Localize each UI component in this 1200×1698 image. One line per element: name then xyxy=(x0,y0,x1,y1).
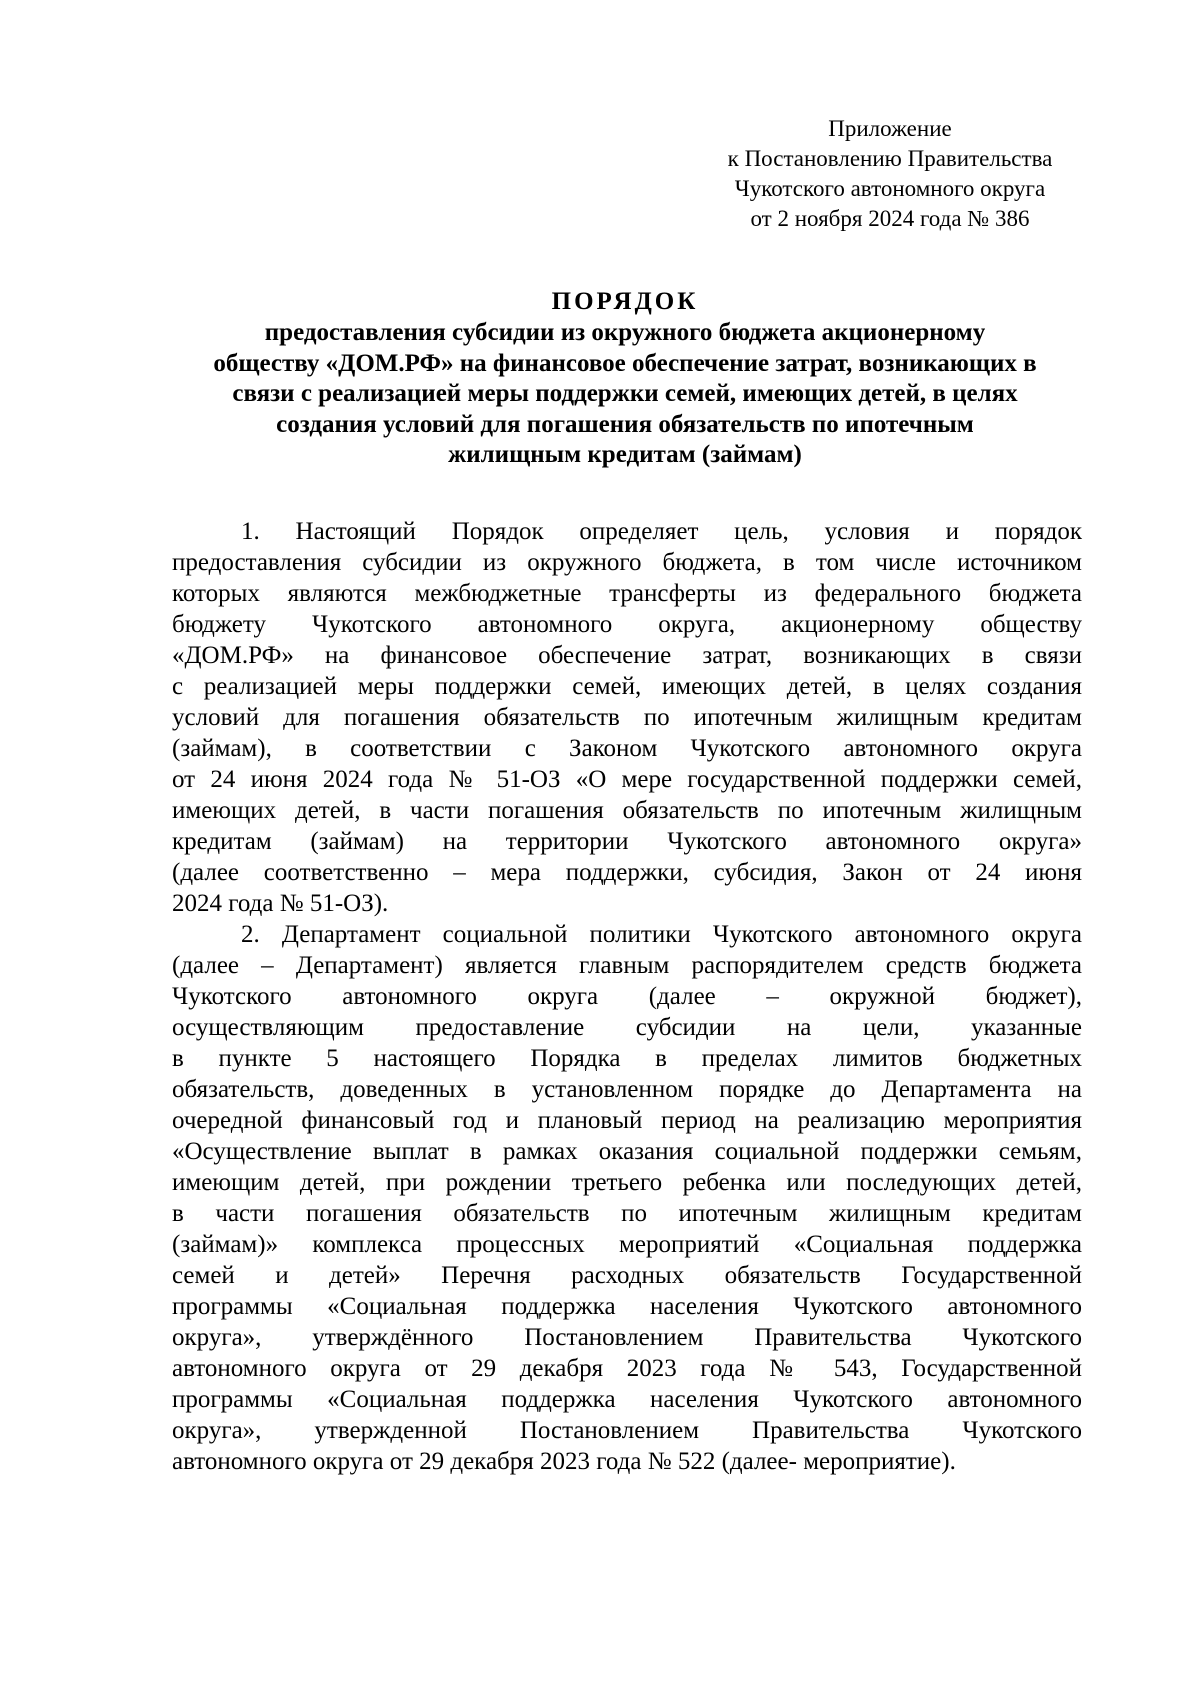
text-line: «Осуществление выплат в рамках оказания социальной поддержки семьям, xyxy=(172,1138,1082,1165)
text-line: автономного округа от 29 декабря 2023 года № 522 (далее- мероприятие). xyxy=(172,1448,956,1475)
text-line: 2024 года № 51-ОЗ). xyxy=(172,890,389,917)
text-line: семей и детей» Перечня расходных обязательств Государственной xyxy=(172,1262,1082,1289)
text-line: (займам)» комплекса процессных мероприятий «Социальная поддержка xyxy=(172,1231,1082,1258)
appendix-line: от 2 ноября 2024 года № 386 xyxy=(750,206,1030,231)
text-line: предоставления субсидии из окружного бюджета, в том числе источником xyxy=(172,549,1082,576)
text-line: очередной финансовый год и плановый период на реализацию мероприятия xyxy=(172,1107,1082,1134)
text-line: бюджету Чукотского автономного округа, акционерному обществу xyxy=(172,611,1082,638)
text-line: осуществляющим предоставление субсидии на цели, указанные xyxy=(172,1014,1082,1041)
paragraph-2 xyxy=(172,919,1082,1477)
text-line: автономного округа от 29 декабря 2023 года № 543, Государственной xyxy=(172,1355,1082,1382)
document-title-block xyxy=(170,286,1080,471)
text-line: условий для погашения обязательств по ипотечным жилищным кредитам xyxy=(172,704,1082,731)
paragraph-1 xyxy=(172,516,1082,919)
text-line: которых являются межбюджетные трансферты из федерального бюджета xyxy=(172,580,1082,607)
text-line: от 24 июня 2024 года № 51-ОЗ «О мере государственной поддержки семей, xyxy=(172,766,1082,793)
text-line: программы «Социальная поддержка населения Чукотского автономного xyxy=(172,1386,1082,1413)
text-line: программы «Социальная поддержка населения Чукотского автономного xyxy=(172,1293,1082,1320)
appendix-line: Чукотского автономного округа xyxy=(734,176,1046,201)
document-subtitle-line: связи с реализацией меры поддержки семей, имеющих детей, в целях xyxy=(232,380,1018,407)
text-line: Чукотского автономного округа (далее – окружной бюджет), xyxy=(172,983,1082,1010)
text-line: округа», утверждённого Постановлением Правительства Чукотского xyxy=(172,1324,1082,1351)
document-subtitle-line: создания условий для погашения обязательств по ипотечным xyxy=(276,410,974,438)
text-line: имеющим детей, при рождении третьего ребенка или последующих детей, xyxy=(172,1169,1082,1196)
text-line: в пункте 5 настоящего Порядка в пределах лимитов бюджетных xyxy=(172,1045,1082,1072)
document-subtitle-line: предоставления субсидии из окружного бюджета акционерному xyxy=(264,319,986,346)
text-line: имеющих детей, в части погашения обязательств по ипотечным жилищным xyxy=(172,797,1082,824)
text-line: 1. Настоящий Порядок определяет цель, условия и порядок xyxy=(241,518,1082,545)
document-body xyxy=(172,516,1082,1477)
document-subtitle-line: обществу «ДОМ.РФ» на финансовое обеспечение затрат, возникающих в xyxy=(213,349,1037,377)
text-line: в части погашения обязательств по ипотечным жилищным кредитам xyxy=(172,1200,1082,1227)
text-line: (далее соответственно – мера поддержки, субсидия, Закон от 24 июня xyxy=(172,859,1082,886)
text-line: (далее – Департамент) является главным распорядителем средств бюджета xyxy=(172,952,1082,979)
text-line: с реализацией меры поддержки семей, имеющих детей, в целях создания xyxy=(172,673,1082,700)
document-subtitle-line: жилищным кредитам (займам) xyxy=(448,441,802,468)
text-line: 2. Департамент социальной политики Чукотского автономного округа xyxy=(241,921,1082,948)
appendix-line: Приложение xyxy=(828,116,952,141)
document-title: ПОРЯДОК xyxy=(551,288,699,315)
appendix-line: к Постановлению Правительства xyxy=(727,146,1053,171)
text-line: (займам), в соответствии с Законом Чукотского автономного округа xyxy=(172,735,1082,762)
text-line: округа», утвержденной Постановлением Правительства Чукотского xyxy=(172,1417,1082,1444)
text-line: кредитам (займам) на территории Чукотского автономного округа» xyxy=(172,828,1082,855)
text-line: «ДОМ.РФ» на финансовое обеспечение затрат, возникающих в связи xyxy=(172,642,1082,669)
appendix-header xyxy=(700,114,1080,234)
text-line: обязательств, доведенных в установленном порядке до Департамента на xyxy=(172,1076,1082,1103)
